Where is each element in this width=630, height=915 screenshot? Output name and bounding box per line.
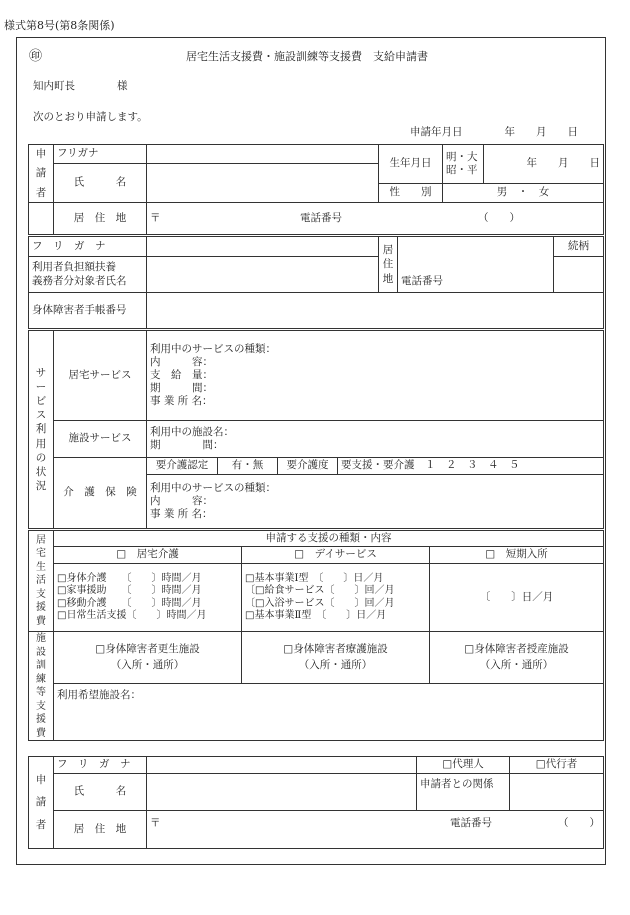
- service-table: [28, 330, 604, 529]
- user-name-field[interactable]: [147, 257, 379, 293]
- era-selector[interactable]: 明・大 昭・平: [443, 145, 484, 184]
- applicant2-address-label: 居 住 地: [54, 811, 147, 849]
- residence-label: 居 住 地: [379, 237, 398, 293]
- short-stay-checkbox[interactable]: □ 短期入所: [430, 547, 604, 564]
- phone-field[interactable]: （ ）: [478, 211, 520, 224]
- facility-service-field[interactable]: 利用中の施設名： 期 間：: [147, 421, 604, 458]
- residence-field[interactable]: [398, 237, 554, 293]
- applicant2-phone-label: 電話番号: [450, 817, 492, 829]
- care-service-field[interactable]: 利用中のサービスの種類： 内 容： 事 業 所 名：: [147, 475, 604, 529]
- proxy-checkbox[interactable]: □代行者: [510, 757, 604, 774]
- support-table: [28, 530, 604, 741]
- applicant2-table: [28, 756, 604, 849]
- home-care-checkbox[interactable]: □ 居宅介護: [54, 547, 242, 564]
- applicant-side-label: 申 請 者: [29, 145, 54, 203]
- service-side-label: サ ー ビ ス 利 用 の 状 況: [29, 331, 54, 529]
- user-table: [28, 236, 604, 329]
- address-label: 居 住 地: [54, 203, 147, 235]
- rehab-facility-option[interactable]: □身体障害者更生施設 （入所・通所）: [54, 632, 242, 684]
- address-field[interactable]: [147, 203, 604, 235]
- applicant2-phone-field[interactable]: （ ）: [558, 817, 600, 829]
- agent-checkbox[interactable]: □代理人: [417, 757, 510, 774]
- home-service-label: 居宅サービス: [54, 331, 147, 421]
- application-date: 申請年月日 年 月 日: [410, 126, 578, 138]
- home-care-items[interactable]: □身体介護 〔 〕時間／月 □家事援助 〔 〕時間／月 □移動介護 〔 〕時間／月 □日常生活支援〔 〕時間／月: [54, 564, 242, 632]
- day-service-items[interactable]: □基本事業Ⅰ型 〔 〕日／月 〔□給食サービス〔 〕回／月 〔□入浴サービス〔 〕回／月 □基本事業Ⅱ型 〔 〕日／月: [242, 564, 430, 632]
- desired-facility-field[interactable]: 利用希望施設名：: [54, 684, 604, 741]
- facility-service-label: 施設サービス: [54, 421, 147, 458]
- name-label: 氏 名: [54, 164, 147, 203]
- short-stay-days[interactable]: 〔 〕日／月: [430, 564, 604, 632]
- furigana-field[interactable]: [147, 145, 379, 164]
- addressee: 知内町長 様: [33, 80, 128, 92]
- support-header: 申請する支援の種類・内容: [54, 531, 604, 547]
- user-furigana-field[interactable]: [147, 237, 379, 257]
- user-furigana-label: フ リ ガ ナ: [29, 237, 147, 257]
- facility-support-side-label: 施 設 訓 練 等 支 援 費: [29, 632, 54, 741]
- care-level-options[interactable]: 要支援・要介護 １ ２ ３ ４ ５: [338, 458, 604, 475]
- postal-mark: 〒: [150, 211, 161, 224]
- handbook-label: 身体障害者手帳番号: [29, 293, 147, 329]
- applicant-side-label-bottom: [29, 203, 54, 235]
- relation-field[interactable]: [554, 257, 604, 293]
- applicant2-name-field[interactable]: [147, 774, 417, 811]
- home-service-field[interactable]: 利用中のサービスの種類： 内 容： 支 給 量： 期 間： 事 業 所 名：: [147, 331, 604, 421]
- relation-label: 続柄: [554, 237, 604, 257]
- nursing-facility-option[interactable]: □身体障害者療護施設 （入所・通所）: [242, 632, 430, 684]
- seal-icon: ㊞: [29, 49, 43, 64]
- applicant2-furigana-label: フ リ ガ ナ: [54, 757, 147, 774]
- applicant2-address-field[interactable]: [147, 811, 604, 849]
- applicant-table: [28, 144, 604, 235]
- name-field[interactable]: [147, 164, 379, 203]
- applicant2-furigana-field[interactable]: [147, 757, 417, 774]
- phone-label: 電話番号: [300, 211, 342, 224]
- relation-with-applicant-label: 申請者との関係: [417, 774, 510, 811]
- sex-field[interactable]: 男 ・ 女: [443, 184, 604, 203]
- applicant2-name-label: 氏 名: [54, 774, 147, 811]
- applicant2-side-label: 申 請 者: [29, 757, 54, 849]
- birth-date-field[interactable]: 年 月 日: [484, 145, 604, 184]
- home-support-side-label: 居 宅 生 活 支 援 費: [29, 531, 54, 632]
- intro-text: 次のとおり申請します。: [33, 111, 148, 123]
- form-number: 様式第8号(第8条関係): [4, 19, 115, 32]
- vocational-facility-option[interactable]: □身体障害者授産施設 （入所・通所）: [430, 632, 604, 684]
- applicant2-postal-mark: 〒: [150, 817, 161, 829]
- form-title: 居宅生活支援費・施設訓練等支援費 支給申請書: [186, 50, 428, 63]
- care-yes-no[interactable]: 有・無: [218, 458, 278, 475]
- care-cert-label: 要介護認定: [147, 458, 218, 475]
- day-service-checkbox[interactable]: □ デイサービス: [242, 547, 430, 564]
- birth-label: 生年月日: [379, 145, 443, 184]
- handbook-field[interactable]: [147, 293, 604, 329]
- sex-label: 性 別: [379, 184, 443, 203]
- furigana-label: フリガナ: [54, 145, 147, 164]
- user-name-label: 利用者負担額扶養 義務者分対象者氏名: [29, 257, 147, 293]
- care-level-label: 要介護度: [278, 458, 338, 475]
- user-phone-label: 電話番号: [401, 274, 443, 287]
- relation-with-applicant-field[interactable]: [510, 774, 604, 811]
- care-insurance-label: 介 護 保 険: [54, 458, 147, 529]
